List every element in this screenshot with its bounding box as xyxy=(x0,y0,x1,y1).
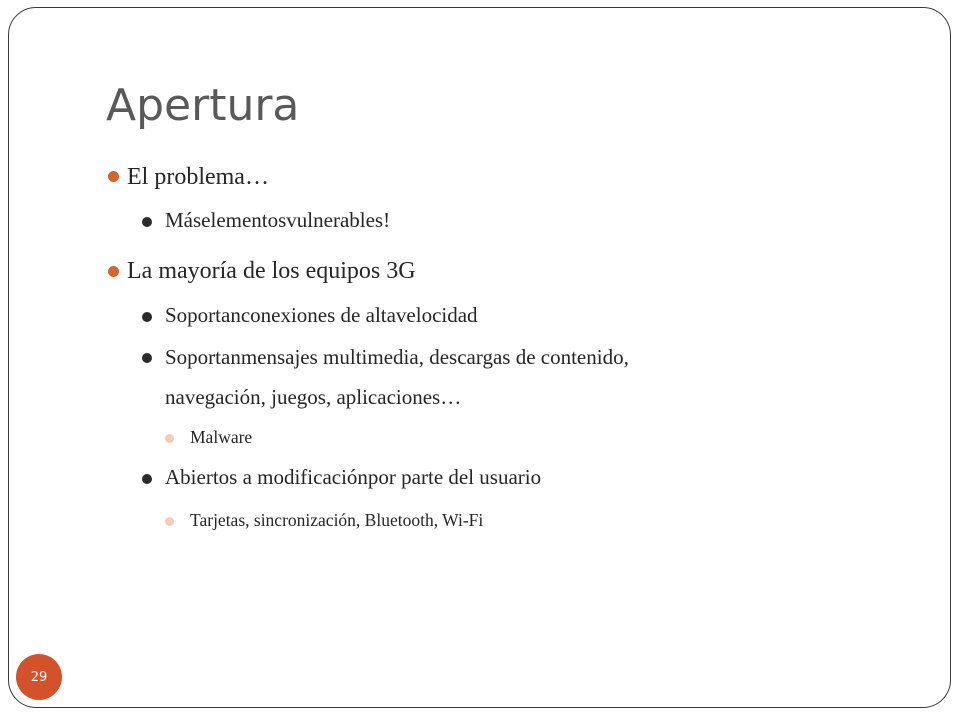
bullet-icon xyxy=(142,312,152,322)
bullet-item: Soportanconexiones de altavelocidad xyxy=(165,303,478,327)
bullet-item: El problema… xyxy=(127,164,269,190)
page-number-badge: 29 xyxy=(16,654,62,700)
bullet-icon xyxy=(142,353,152,363)
bullet-item: Abiertos a modificaciónpor parte del usuario xyxy=(165,465,542,489)
bullet-icon xyxy=(108,171,119,182)
bullet-icon xyxy=(165,434,174,443)
bullet-item: La mayoría de los equipos 3G xyxy=(127,258,416,284)
bullet-icon xyxy=(142,474,152,484)
bullet-icon xyxy=(165,517,174,526)
bullet-item: Malware xyxy=(190,427,253,447)
bullet-icon xyxy=(108,266,119,277)
bullet-item: Tarjetas, sincronización, Bluetooth, Wi-Fi xyxy=(190,510,484,530)
bullet-icon xyxy=(142,217,152,227)
bullet-item-line2: navegación, juegos, aplicaciones… xyxy=(165,385,462,409)
bullet-item-line1: Soportanmensajes multimedia, descargas de contenido, xyxy=(165,345,629,369)
bullet-item: Máselementosvulnerables! xyxy=(165,208,391,232)
slide-title: Apertura xyxy=(106,80,300,131)
